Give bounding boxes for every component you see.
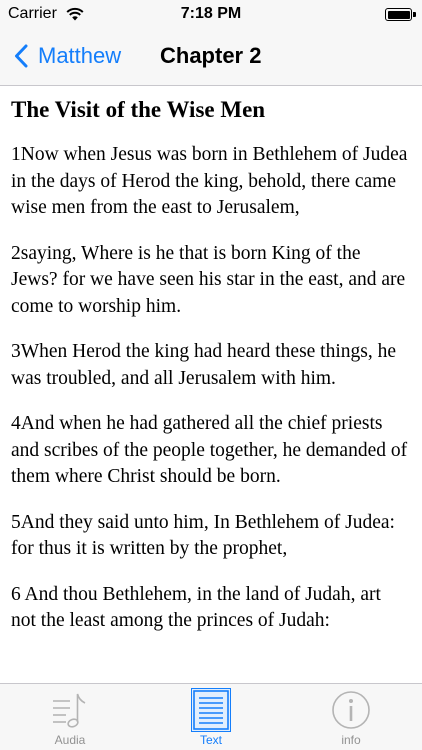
tab-audia-label: Audia	[54, 733, 86, 747]
tab-info-label: info	[341, 733, 361, 747]
chevron-left-icon	[14, 44, 28, 68]
clock: 7:18 PM	[180, 5, 242, 22]
verse-text: And they said unto him, In Bethlehem of Judea: for thus it is written by the prophet,	[11, 511, 395, 559]
carrier-label: Carrier	[8, 5, 57, 22]
section-heading: The Visit of the Wise Men	[11, 97, 266, 122]
back-button[interactable]	[14, 40, 121, 72]
verse-number: 3	[11, 341, 21, 362]
tab-text-label: Text	[199, 733, 222, 747]
music-note-icon	[50, 690, 90, 730]
verse-number: 6	[11, 583, 21, 605]
verse-number: 2	[11, 242, 21, 264]
back-button-label: Matthew	[38, 43, 122, 68]
page-title: Chapter 2	[160, 43, 262, 68]
tab-info[interactable]	[281, 684, 421, 750]
verse-text: saying, Where is he that is born King of the Jews? for we have seen his star in the east, and are come to worship him.	[11, 242, 406, 317]
verse	[11, 582, 410, 635]
verse	[11, 339, 410, 392]
verse-number: 4	[11, 413, 21, 434]
verse-text: Now when Jesus was born in Bethlehem of Judea in the days of Herod the king, behold, there came wise men from the east to Jerusalem,	[11, 144, 408, 218]
chapter-text[interactable]	[0, 87, 422, 683]
verse-number: 1	[11, 144, 21, 165]
document-text-icon	[191, 690, 231, 730]
verse	[11, 411, 410, 491]
verse	[11, 241, 410, 321]
tab-audia[interactable]	[0, 684, 140, 750]
verse-text: And when he had gathered all the chief priests and scribes of the people together, he demanded of them where Christ should be born.	[11, 413, 408, 487]
verse	[11, 510, 410, 563]
tab-bar	[0, 683, 422, 750]
status-bar	[0, 0, 422, 28]
verse-text: And thou Bethlehem, in the land of Judah, art not the least among the princes of Judah:	[11, 583, 381, 631]
verse-number: 5	[11, 511, 21, 533]
tab-text[interactable]	[141, 684, 281, 750]
navigation-bar	[0, 28, 422, 86]
battery-icon	[385, 8, 412, 21]
info-circle-icon	[331, 690, 371, 730]
verse	[11, 142, 410, 222]
verse-text: When Herod the king had heard these things, he was troubled, and all Jerusalem with him.	[11, 341, 397, 389]
